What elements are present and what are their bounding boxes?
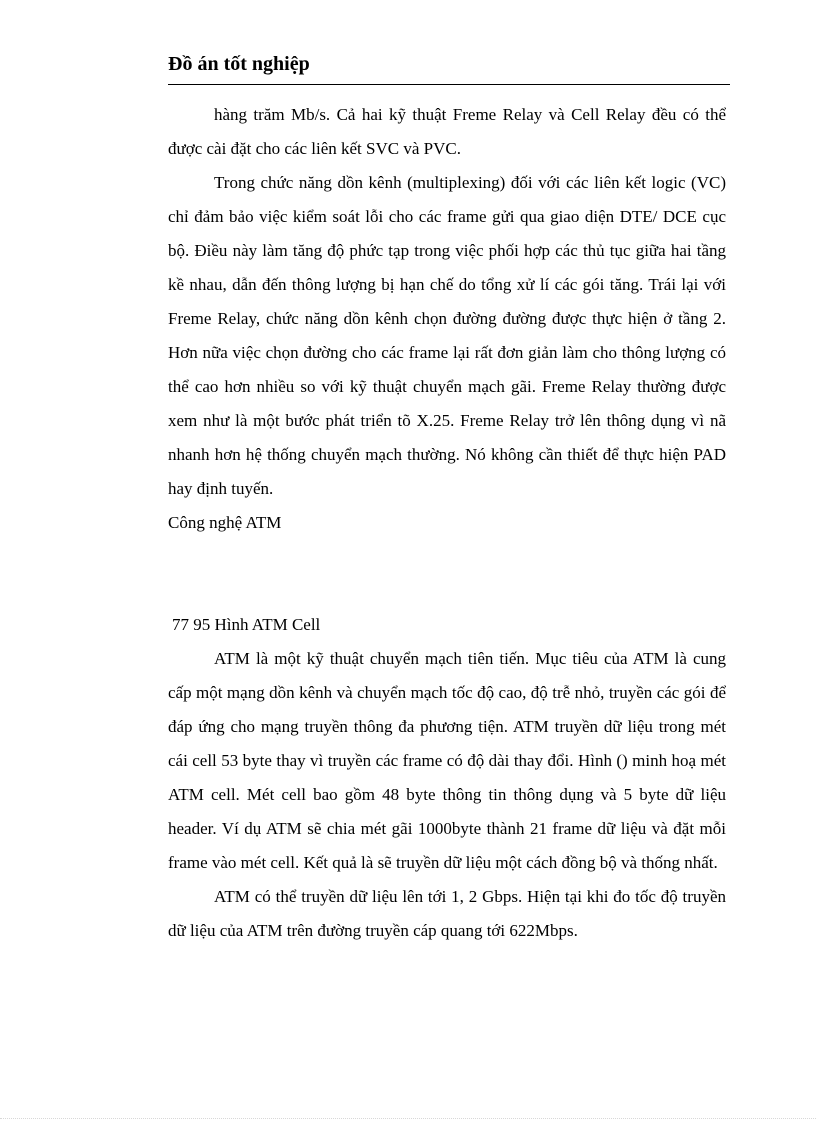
section-heading-atm: Công nghệ ATM bbox=[168, 513, 282, 532]
figure-caption: 77 95 Hình ATM Cell bbox=[172, 615, 321, 634]
paragraph-atm-intro: ATM là một kỹ thuật chuyển mạch tiên tiến. Mục tiêu của ATM là cung cấp một mạng dồn kênh và chuyển mạch tốc độ cao, độ trễ nhỏ, truyền các gói để đáp ứng cho mạng truyền thông đa phương tiện. ATM truyền dữ liệu trong mét cái cell 53 byte thay vì truyền các frame có độ dài thay đổi. Hình () minh hoạ mét ATM cell. Mét cell bao gồm 48 byte thông tin thông dụng và 5 byte dữ liệu header. Ví dụ ATM sẽ chia mét gãi 1000byte thành 21 frame dữ liệu và đặt mỗi frame vào mét cell. Kết quả là sẽ truyền dữ liệu một cách đồng bộ và thống nhất. bbox=[168, 649, 726, 872]
page-header bbox=[168, 50, 730, 85]
document-body bbox=[168, 98, 726, 948]
page-bottom-border bbox=[0, 1118, 816, 1119]
paragraph-multiplexing: Trong chức năng dồn kênh (multiplexing) đối với các liên kết logic (VC) chỉ đảm bảo việc kiểm soát lỗi cho các frame gửi qua giao diện DTE/ DCE cục bộ. Điều này làm tăng độ phức tạp trong việc phối hợp các thủ tục giữa hai tầng kề nhau, dẫn đến thông lượng bị hạn chế do tổng xử lí các gói tăng. Trái lại với Freme Relay, chức năng dồn kênh chọn đường đường được thực hiện ở tầng 2. Hơn nữa việc chọn đường cho các frame lại rất đơn giản làm cho thông lượng có thể cao hơn nhiều so với kỹ thuật chuyển mạch gãi. Freme Relay thường được xem như là một bước phát triển tõ X.25. Freme Relay trở lên thông dụng vì nã nhanh hơn hệ thống chuyển mạch thường. Nó không cần thiết để thực hiện PAD hay định tuyến. bbox=[168, 173, 726, 498]
paragraph-frame-relay-cont: hàng trăm Mb/s. Cả hai kỹ thuật Freme Relay và Cell Relay đều có thể được cài đặt cho các liên kết SVC và PVC. bbox=[168, 105, 726, 158]
paragraph-atm-speed: ATM có thể truyền dữ liệu lên tới 1, 2 Gbps. Hiện tại khi đo tốc độ truyền dữ liệu của ATM trên đường truyền cáp quang tới 622Mbps. bbox=[168, 887, 726, 940]
header-title: Đồ án tốt nghiệp bbox=[168, 53, 310, 75]
figure-placeholder bbox=[168, 540, 726, 608]
